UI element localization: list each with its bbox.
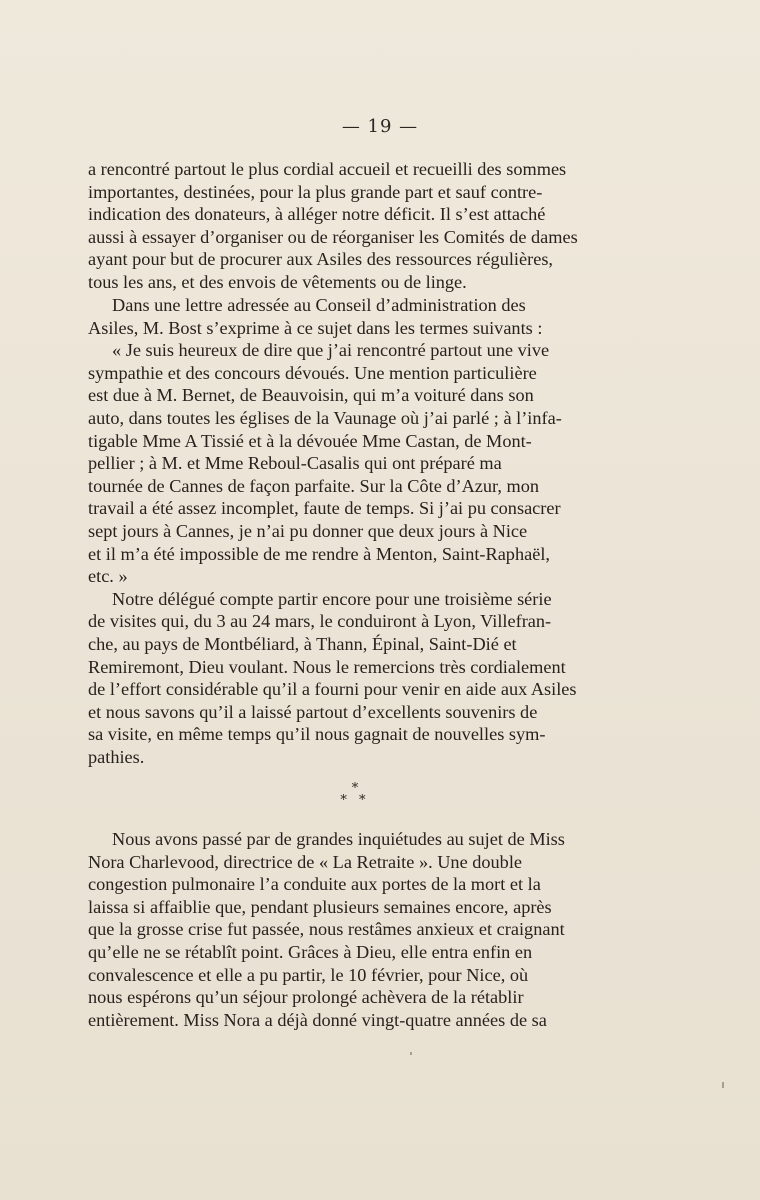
text-line: Remiremont, Dieu voulant. Nous le remercions très cordialement xyxy=(88,656,566,677)
text-line: tous les ans, et des envois de vêtements ou de linge. xyxy=(88,271,467,292)
paper-speck xyxy=(722,1082,724,1088)
text-line: ayant pour but de procurer aux Asiles des ressources régulières, xyxy=(88,249,554,270)
text-line: de visites qui, du 3 au 24 mars, le conduiront à Lyon, Villefran- xyxy=(88,611,552,632)
quote-line: tigable Mme A Tissié et à la dévouée Mme Castan, de Mont- xyxy=(88,430,532,451)
paragraph-letter-and-visits xyxy=(88,294,628,768)
asterism-top: * xyxy=(351,781,359,796)
text-line: convalescence et elle a pu partir, le 10 février, pour Nice, où xyxy=(88,964,529,985)
text-line: sa visite, en même temps qu’il nous gagnait de nouvelles sym- xyxy=(88,724,546,745)
paragraph-miss-nora xyxy=(88,828,628,1031)
text-line: indication des donateurs, à alléger notre déficit. Il s’est attaché xyxy=(88,204,546,225)
quote-line: auto, dans toutes les églises de la Vaunage où j’ai parlé ; à l’infa- xyxy=(88,407,562,428)
text-line: de l’effort considérable qu’il a fourni pour venir en aide aux Asiles xyxy=(88,679,577,700)
text-line: Nous avons passé par de grandes inquiétudes au sujet de Miss xyxy=(112,829,565,849)
text-line: qu’elle ne se rétablît point. Grâces à Dieu, elle entra enfin en xyxy=(88,941,533,962)
text-line: Dans une lettre adressée au Conseil d’administration des xyxy=(112,295,526,315)
text-line: aussi à essayer d’organiser ou de réorganiser les Comités de dames xyxy=(88,226,578,247)
page-number: — 19 — xyxy=(341,116,419,137)
quote-line: « Je suis heureux de dire que j’ai rencontré partout une vive xyxy=(112,340,550,361)
text-line: et nous savons qu’il a laissé partout d’excellents souvenirs de xyxy=(88,701,538,722)
quote-line: et il m’a été impossible de me rendre à Menton, Saint-Raphaël, xyxy=(88,543,550,564)
quote-line: travail a été assez incomplet, faute de temps. Si j’ai pu consacrer xyxy=(88,498,561,519)
text-line: pathies. xyxy=(88,746,145,767)
quote-line: sympathie et des concours dévoués. Une mention particulière xyxy=(88,362,537,383)
paragraph-donations xyxy=(88,158,628,294)
text-line: Notre délégué compte partir encore pour une troisième série xyxy=(112,588,552,609)
text-line: a rencontré partout le plus cordial accueil et recueilli des sommes xyxy=(88,159,567,179)
text-line: Nora Charlevood, directrice de « La Retraite ». Une double xyxy=(88,851,523,872)
quote-line: tournée de Cannes de façon parfaite. Sur la Côte d’Azur, mon xyxy=(88,475,540,496)
asterism-bottom: * * xyxy=(340,793,370,808)
text-line: che, au pays de Montbéliard, à Thann, Épinal, Saint-Dié et xyxy=(88,633,517,654)
paper-speck xyxy=(410,1052,412,1055)
quote-line: etc. » xyxy=(88,566,128,587)
quote-line: est due à M. Bernet, de Beauvoisin, qui m’a voituré dans son xyxy=(88,385,534,406)
quote-line: pellier ; à M. et Mme Reboul-Casalis qui ont préparé ma xyxy=(88,453,502,474)
text-line: Asiles, M. Bost s’exprime à ce sujet dans les termes suivants : xyxy=(88,317,543,338)
text-line: congestion pulmonaire l’a conduite aux portes de la mort et la xyxy=(88,874,541,895)
text-line: importantes, destinées, pour la plus grande part et sauf contre- xyxy=(88,181,543,202)
text-line: nous espérons qu’un séjour prolongé achèvera de la rétablir xyxy=(88,987,524,1008)
text-line: que la grosse crise fut passée, nous restâmes anxieux et craignant xyxy=(88,919,565,940)
text-line: entièrement. Miss Nora a déjà donné vingt-quatre années de sa xyxy=(88,1009,547,1030)
quote-line: sept jours à Cannes, je n’ai pu donner que deux jours à Nice xyxy=(88,520,528,541)
text-line: laissa si affaiblie que, pendant plusieurs semaines encore, après xyxy=(88,896,552,917)
